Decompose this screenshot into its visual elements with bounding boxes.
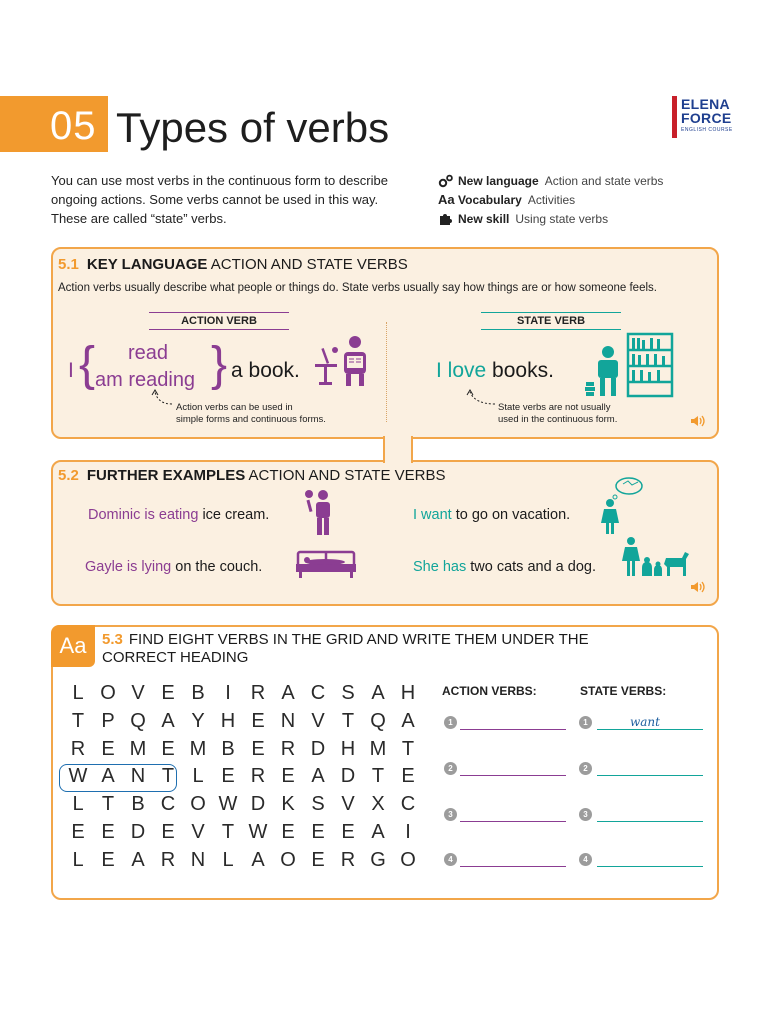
grid-letter[interactable]: V [131,682,145,704]
grid-letter[interactable]: B [131,793,145,816]
grid-letter[interactable]: E [401,765,415,788]
grid-letter[interactable]: R [280,737,296,760]
example-rest: ice cream. [198,507,270,523]
audio-icon[interactable] [690,580,706,594]
dreaming-person-icon [600,476,646,536]
logo-line-1: ELENA [681,96,730,112]
grid-letter[interactable]: E [251,709,265,732]
example-verb: Gayle is lying [85,559,172,575]
intro-text: You can use most verbs in the continuous form to describe ongoing actions. Some verbs cannot be used in this way. These are called “state” verbs. [51,173,388,226]
logo-line-2: FORCE [681,110,732,126]
action-note-1: Action verbs can be used in [176,402,293,413]
grid-letter[interactable]: A [251,848,265,871]
example-rest: to go on vacation. [451,507,571,523]
grid-letter[interactable]: B [221,737,235,760]
bookshelf-person-icon [582,330,676,398]
exercise-title: FIND EIGHT VERBS IN THE GRID AND WRITE THEM UNDER THE CORRECT HEADING [102,631,589,666]
note-arrow [465,388,499,408]
example-option-read: read [128,342,169,364]
audio-icon[interactable] [690,414,706,428]
meta-value: Action and state verbs [544,173,664,188]
grid-letter[interactable]: E [161,682,175,704]
state-note-2: used in the continuous form. [498,414,618,425]
state-verb-label: STATE VERB [481,312,621,330]
exercise-heading [102,631,662,667]
logo-bar [672,96,677,138]
grid-letter[interactable]: A [371,821,385,843]
grid-letter[interactable]: P [101,709,115,732]
grid-letter[interactable]: D [340,765,356,788]
meta-new-language [438,171,663,190]
state-note-1: State verbs are not usually [498,402,611,413]
grid-letter[interactable]: A [371,682,385,704]
aa-icon: Aa [438,192,455,207]
section-number: 5.1 [58,256,79,273]
grid-letter[interactable]: N [190,848,206,871]
grid-letter[interactable]: C [160,793,176,816]
state-answer-line[interactable] [597,821,703,822]
grid-letter[interactable]: O [280,848,296,871]
grid-letter[interactable]: H [340,737,356,760]
grid-letter[interactable]: I [405,821,411,843]
grid-letter[interactable]: E [71,821,85,843]
grid-letter[interactable]: H [400,682,416,704]
grid-letter[interactable]: E [251,737,265,760]
action-answer-number: 3 [444,808,457,821]
further-example-1 [88,507,269,523]
example-rest: on the couch. [171,559,263,575]
state-answer-line[interactable] [597,866,703,867]
example-verb: Dominic is eating [88,507,199,523]
action-answer-number: 2 [444,762,457,775]
grid-letter[interactable]: M [189,737,207,760]
further-example-2 [413,507,570,523]
grid-letter[interactable]: R [250,682,266,704]
grid-letter[interactable]: S [311,793,325,816]
grid-letter[interactable]: R [70,737,86,760]
grid-letter[interactable]: A [281,682,295,704]
grid-letter[interactable]: V [191,821,205,843]
unit-number: 05 [50,104,97,148]
action-answer-line[interactable] [460,866,566,867]
grid-letter[interactable]: R [160,848,176,871]
grid-letter[interactable]: E [341,821,355,843]
grid-letter[interactable]: T [161,765,175,788]
action-verbs-heading: ACTION VERBS: [442,684,537,698]
grid-letter[interactable]: T [221,821,235,843]
meta-value: Using state verbs [515,211,609,226]
section-5-1-subtitle: Action verbs usually describe what people or things do. State verbs usually say how things are or how someone feels. [58,282,657,294]
grid-letter[interactable]: R [250,765,266,788]
grid-letter[interactable]: C [310,682,326,704]
grid-letter[interactable]: A [161,709,175,732]
section-title-bold: FURTHER EXAMPLES [86,467,246,484]
logo-line-3: ENGLISH COURSE [681,127,733,133]
state-example [436,359,554,383]
grid-letter[interactable]: L [222,848,234,871]
grid-letter[interactable]: V [311,709,325,732]
grid-letter[interactable]: E [161,821,175,843]
grid-letter[interactable]: E [101,848,115,871]
grid-letter[interactable]: E [101,821,115,843]
puzzle-icon [438,211,458,226]
grid-letter[interactable]: R [340,848,356,871]
page-title: Types of verbs [116,104,390,151]
found-word-circle [59,764,177,792]
grid-letter[interactable]: E [311,821,325,843]
state-answer-1: want [630,715,660,729]
meta-vocabulary [438,190,663,209]
column-divider [386,322,387,422]
grid-letter[interactable]: L [72,793,84,816]
grid-letter[interactable]: D [250,793,266,816]
state-answer-line[interactable] [597,729,703,730]
meta-new-skill [438,209,663,228]
state-answer-number: 2 [579,762,592,775]
grid-letter[interactable]: I [225,682,231,704]
grid-letter[interactable]: T [401,737,415,760]
state-answer-line[interactable] [597,775,703,776]
action-answer-line[interactable] [460,729,566,730]
grid-letter[interactable]: E [311,848,325,871]
grid-letter[interactable]: W [248,821,268,843]
grid-letter[interactable]: Y [191,709,205,732]
state-answer-number: 3 [579,808,592,821]
grid-letter[interactable]: E [161,737,175,760]
grid-letter[interactable]: E [221,765,235,788]
section-number: 5.2 [58,467,79,484]
grid-letter[interactable]: G [370,848,386,871]
right-brace: } [211,338,228,391]
left-brace: { [79,338,96,391]
section-title-bold: KEY LANGUAGE [86,256,208,273]
couch-icon [295,548,357,580]
grid-letter[interactable]: A [101,765,115,788]
action-verb-label: ACTION VERB [149,312,289,330]
state-example-verb: I love [436,359,487,382]
grid-letter[interactable]: L [72,848,84,871]
vocabulary-badge: Aa [51,625,95,667]
section-number: 5.3 [102,631,123,648]
grid-letter[interactable]: Q [370,709,386,732]
cats-and-dog-icon [620,536,690,580]
panel-connector [383,436,413,463]
example-subject: I [68,359,74,382]
grid-letter[interactable]: L [72,682,84,704]
grid-letter[interactable]: T [341,709,355,732]
grid-letter[interactable]: B [191,682,205,704]
state-verbs-heading: STATE VERBS: [580,684,667,698]
action-note-2: simple forms and continuous forms. [176,414,326,425]
grid-letter[interactable]: A [311,765,325,788]
section-title-rest: ACTION AND STATE VERBS [210,256,408,273]
reading-person-icon [313,334,369,388]
further-example-3 [85,559,262,575]
meta-label: New language [458,173,539,188]
example-option-am-reading: am reading [95,369,196,391]
state-example-object: books. [492,359,554,382]
lesson-meta [438,171,663,228]
grid-letter[interactable]: H [220,709,236,732]
example-rest: two cats and a dog. [466,559,596,575]
grid-letter[interactable]: T [71,709,85,732]
grid-letter[interactable]: E [281,765,295,788]
grid-letter[interactable]: D [310,737,326,760]
state-answer-number: 1 [579,716,592,729]
action-answer-line[interactable] [460,775,566,776]
grid-letter[interactable]: O [190,793,206,816]
note-arrow [150,388,176,408]
example-object: a book. [231,359,300,382]
section-5-2-heading [58,467,446,484]
state-answer-number: 4 [579,853,592,866]
grid-letter[interactable]: W [68,765,88,788]
grid-letter[interactable]: D [130,821,146,843]
example-verb: She has [413,559,467,575]
example-verb: I want [413,507,452,523]
grid-letter[interactable]: E [101,737,115,760]
meta-label: New skill [458,211,510,226]
grid-letter[interactable]: T [101,793,115,816]
grid-letter[interactable]: O [100,682,116,704]
gears-icon [438,174,458,188]
grid-letter[interactable]: E [281,821,295,843]
grid-letter[interactable]: N [130,765,146,788]
action-answer-line[interactable] [460,821,566,822]
meta-value: Activities [527,192,576,207]
grid-letter[interactable]: W [218,793,238,816]
grid-letter[interactable]: M [369,737,387,760]
section-title-rest: ACTION AND STATE VERBS [248,467,446,484]
action-answer-number: 4 [444,853,457,866]
grid-letter[interactable]: C [400,793,416,816]
grid-letter[interactable]: K [281,793,295,816]
elena-force-logo [672,96,734,138]
ice-cream-person-icon [305,488,335,536]
grid-letter[interactable]: T [371,765,385,788]
grid-letter[interactable]: L [192,765,204,788]
action-answer-number: 1 [444,716,457,729]
meta-label: Vocabulary [458,192,522,207]
grid-letter[interactable]: A [131,848,145,871]
grid-letter[interactable]: O [400,848,416,871]
grid-letter[interactable]: N [280,709,296,732]
section-5-1-heading [58,256,408,273]
further-example-4 [413,559,596,575]
grid-letter[interactable]: M [129,737,147,760]
grid-letter[interactable]: V [341,793,355,816]
grid-letter[interactable]: X [371,793,385,816]
grid-letter[interactable]: Q [130,709,146,732]
grid-letter[interactable]: A [401,709,415,732]
grid-letter[interactable]: S [341,682,355,704]
